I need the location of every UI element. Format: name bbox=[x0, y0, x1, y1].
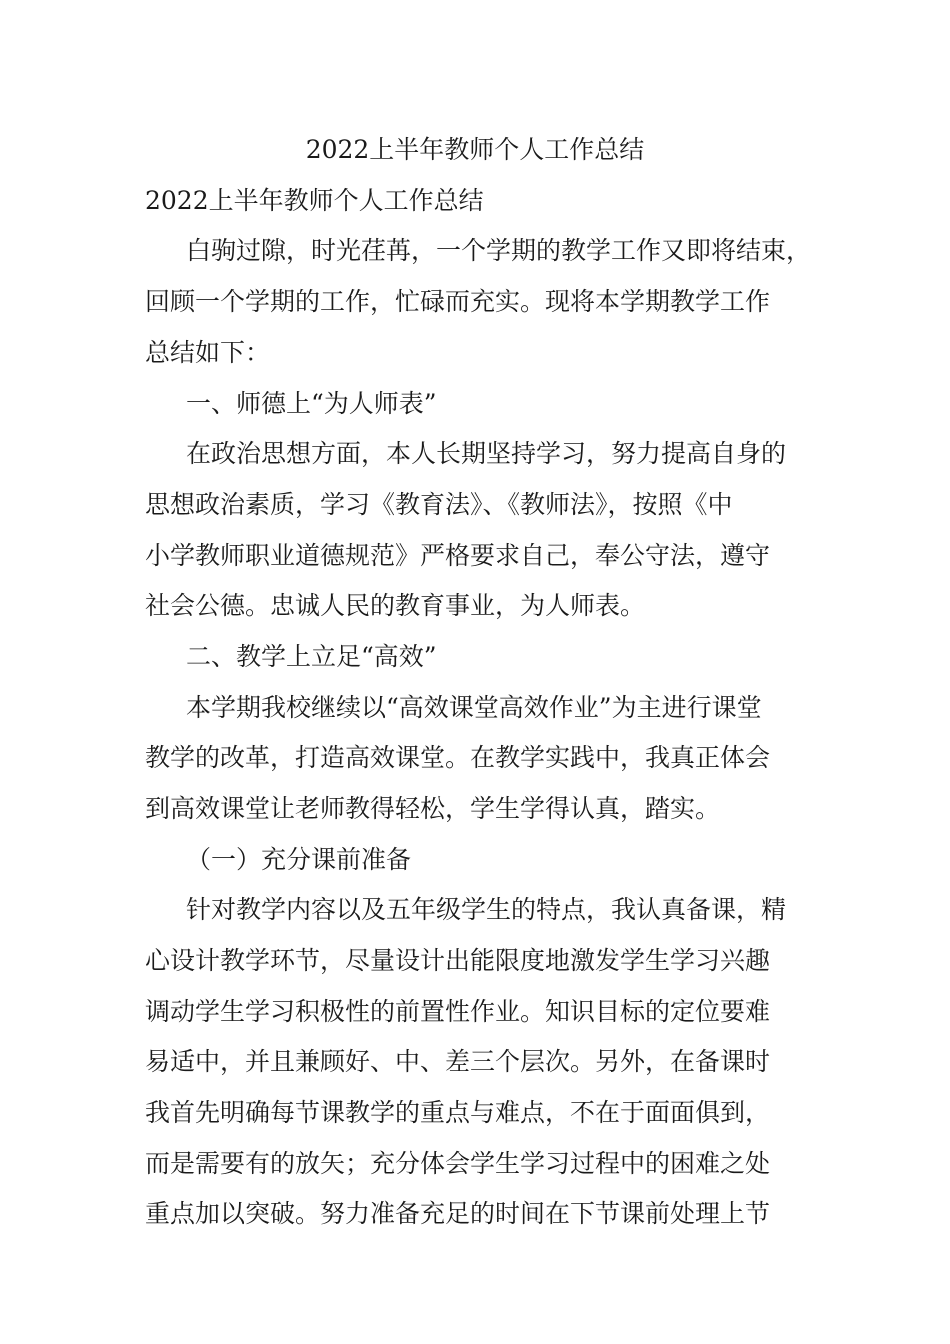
paragraph-line: 小学教师职业道德规范》严格要求自己，奉公守法，遵守 bbox=[145, 541, 771, 570]
subsection-heading: （一）充分课前准备 bbox=[186, 845, 412, 874]
paragraph-line: 心设计教学环节，尽量设计出能限度地激发学生学习兴趣 bbox=[145, 946, 771, 975]
paragraph-line: 社会公德。忠诚人民的教育事业，为人师表。 bbox=[145, 591, 646, 620]
paragraph-line: 总结如下： bbox=[145, 338, 271, 367]
subtitle-line: 2022上半年教师个人工作总结 bbox=[145, 186, 484, 215]
paragraph-line: 调动学生学习积极性的前置性作业。知识目标的定位要难 bbox=[145, 997, 771, 1026]
paragraph-line: 重点加以突破。努力准备充足的时间在下节课前处理上节 bbox=[145, 1199, 771, 1228]
paragraph-line: 而是需要有的放矢；充分体会学生学习过程中的困难之处 bbox=[145, 1149, 771, 1178]
paragraph-line: 白驹过隙，时光荏苒，一个学期的教学工作又即将结束， bbox=[186, 236, 812, 265]
paragraph-line: 教学的改革，打造高效课堂。在教学实践中，我真正体会 bbox=[145, 743, 771, 772]
paragraph-line: 到高效课堂让老师教得轻松，学生学得认真，踏实。 bbox=[145, 794, 721, 823]
paragraph-line: 易适中，并且兼顾好、中、差三个层次。另外，在备课时 bbox=[145, 1047, 771, 1076]
document-title: 2022上半年教师个人工作总结 bbox=[305, 135, 645, 164]
paragraph-line: 回顾一个学期的工作，忙碌而充实。现将本学期教学工作 bbox=[145, 287, 771, 316]
section-heading: 二、教学上立足“高效” bbox=[186, 642, 437, 671]
paragraph-line: 本学期我校继续以“高效课堂高效作业”为主进行课堂 bbox=[186, 693, 762, 722]
paragraph-line: 在政治思想方面，本人长期坚持学习，努力提高自身的 bbox=[186, 439, 787, 468]
paragraph-line: 我首先明确每节课教学的重点与难点，不在于面面俱到， bbox=[145, 1098, 771, 1127]
paragraph-line: 思想政治素质，学习《教育法》、《教师法》，按照《中 bbox=[145, 490, 733, 519]
section-heading: 一、师德上“为人师表” bbox=[186, 389, 437, 418]
paragraph-line: 针对教学内容以及五年级学生的特点，我认真备课，精 bbox=[186, 895, 787, 924]
